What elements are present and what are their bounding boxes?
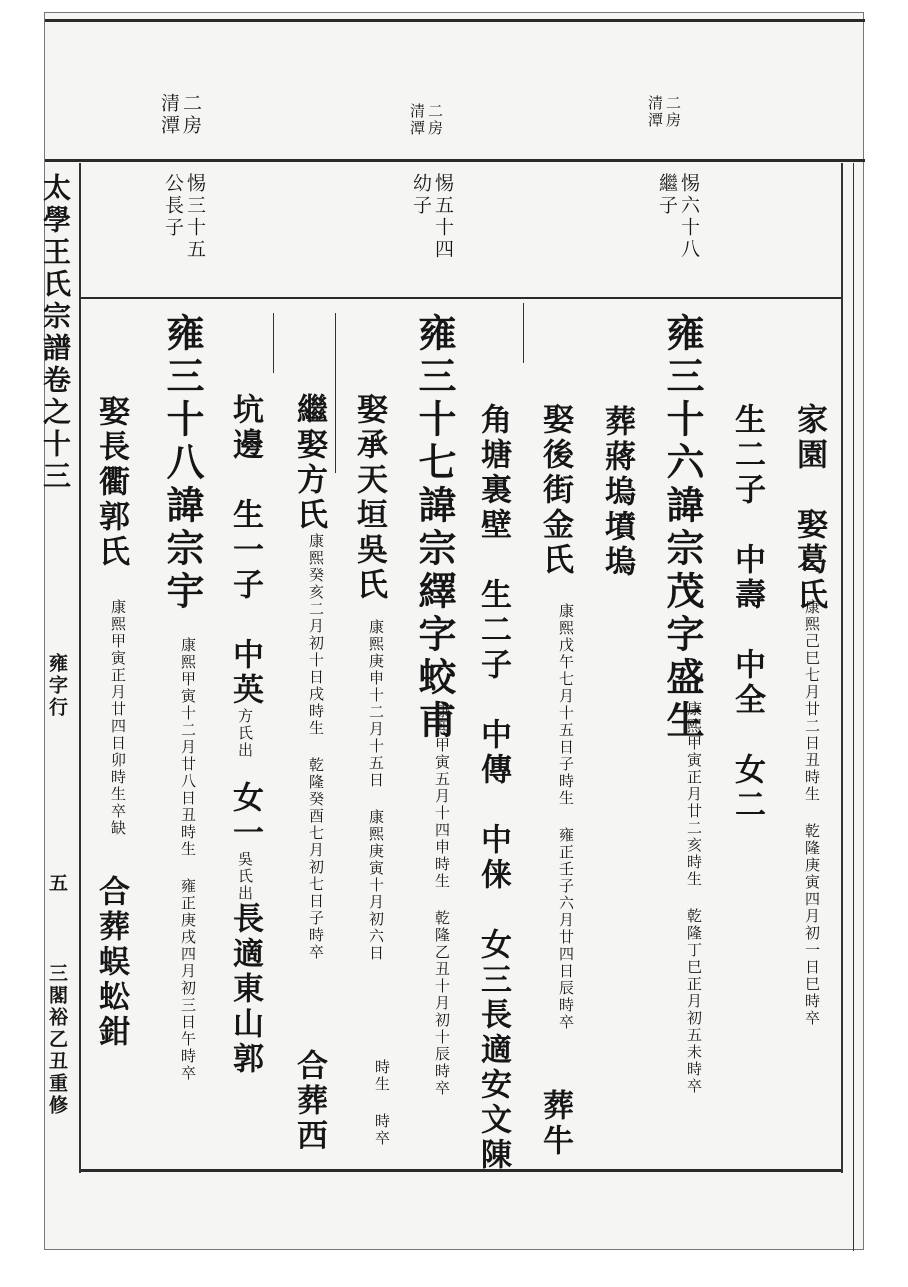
entry-10-note: 康熙甲寅十二月廿八日丑時生 雍正庚戌四月初三日午時卒 [179,637,197,1082]
entry-9-text: 坑邊 生一子 中英 [227,393,263,708]
right-outer-frame [853,163,854,1251]
header-label-right-b: 清潭 [646,95,664,129]
father-rule [81,297,841,299]
bottom-border [81,1169,841,1172]
entry-col-1: 生二子 中壽 中全 女二 [729,403,765,823]
entry-col-4: 娶後街金氏 [537,403,573,578]
entry-8-note: 康熙癸亥二月初十日戌時生 乾隆癸酉七月初七日子時卒 [307,533,325,961]
entry-4-note: 康熙戊午七月十五日子時生 雍正壬子六月廿四日辰時卒 [557,603,575,1031]
entry-col-6 [412,313,457,743]
spine-branch-line: 雍字行 [46,653,68,719]
father-center: 惕五十四 [432,173,454,261]
entry-8-tail: 合葬西 [291,1049,327,1154]
header-label-right: 二房 [664,95,682,129]
entry-11-tail: 合葬蜈蚣鉗 [93,875,129,1050]
entry-col-5: 角塘裏壁 生二子 中傳 中俫 女三長適安文陳 [475,403,511,1173]
divider-2 [335,313,336,473]
entry-9-text2: 女一 [227,781,263,851]
entry-col-2 [660,313,705,743]
left-frame [79,163,81,1173]
top-border [45,19,865,22]
spine-page-number: 五 [46,873,68,895]
entry-col-11: 娶長衢郭氏 [93,395,129,570]
entry-col-7: 娶承天垣吳氏 [351,393,387,603]
entry-9-note: 方氏出 [236,708,254,759]
entry-7-note2: 時生 時卒 [373,1059,391,1147]
genealogy-page [39,12,864,1250]
entry-11-note: 康熙甲寅正月廿四日卯時生卒缺 [109,599,127,837]
divider-1 [523,303,524,363]
entry-col-8: 繼娶方氏 [291,393,327,533]
entry-4-tail: 葬牛 [537,1089,573,1159]
divider-3 [273,313,274,373]
header-label-center: 二房 [426,103,444,137]
entry-7-note: 康熙庚申十二月十五日 康熙庚寅十月初六日 [367,619,385,962]
header-label-left: 二房 [180,93,202,137]
father-center-note: 幼子 [410,173,432,217]
spine-volume: 卷之十三 [39,365,72,493]
entry-2-note: 康熙甲寅正月廿二亥時生 乾隆丁巳正月初五未時卒 [685,701,703,1095]
entry-9-text3: 長適東山郭 [227,902,263,1077]
header-label-center-b: 清潭 [408,103,426,137]
spine-title [39,173,72,493]
header-label-left-b: 清潭 [158,93,180,137]
entry-0-note: 康熙己巳七月廿二日丑時生 乾隆庚寅四月初一日巳時卒 [803,599,821,1027]
entry-0-text: 家園 娶葛氏 [791,403,827,613]
father-left-note: 公長子 [162,173,184,239]
entry-10-text: 雍三十八諱宗宇 [160,313,205,614]
entry-col-0 [791,403,827,613]
father-right-note: 繼子 [656,173,678,217]
entry-col-10 [160,313,205,614]
entry-2-text: 雍三十六諱宗茂字盛生 [660,313,705,743]
entry-6-text: 雍三十七諱宗繹字蛟甫 [412,313,457,743]
father-left: 惕三十五 [184,173,206,261]
right-frame [841,163,843,1173]
entry-9-note3: 吳氏出 [236,851,254,902]
spine-book-title: 太學王氏宗譜 [39,173,72,365]
entry-6-note: 康熙甲寅五月十四申時生 乾隆乙丑十月初十辰時卒 [433,703,451,1097]
spine-edition: 三閣裕乙丑重修 [46,963,68,1117]
entry-col-3: 葬蔣塢墳塢 [599,405,635,580]
entry-col-9 [227,393,263,1077]
father-right: 惕六十八 [678,173,700,261]
header-rule [45,159,865,162]
